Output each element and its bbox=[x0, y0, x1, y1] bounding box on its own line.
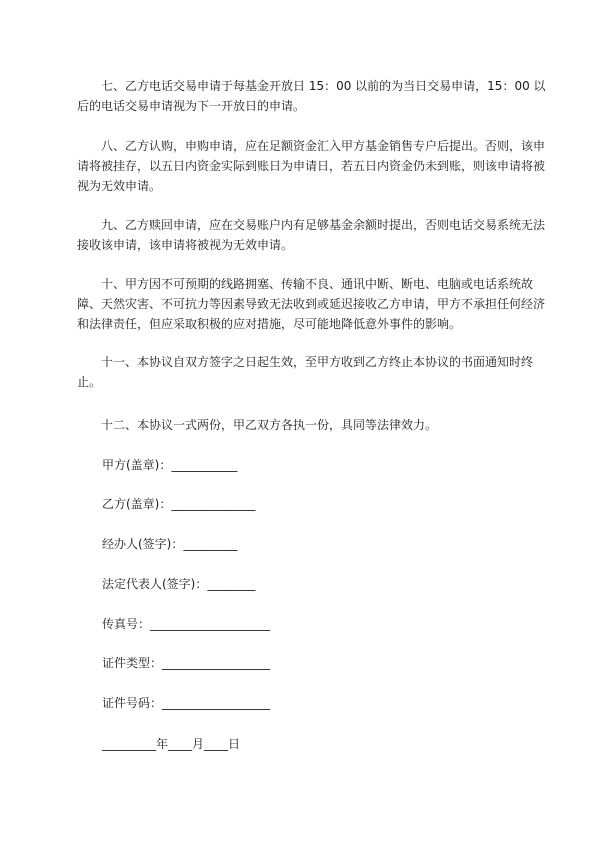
clause-9: 九、乙方赎回申请，应在交易账户内有足够基金余额时提出，否则电话交易系统无法接收该申请，该申请将被视为无效申请。 bbox=[77, 218, 546, 252]
party-b-seal-field: 乙方(盖章)：______________ bbox=[102, 497, 256, 511]
id-number-field: 证件号码：__________________ bbox=[102, 696, 271, 710]
clause-12: 十二、本协议一式两份，甲乙双方各执一份，具同等法律效力。 bbox=[101, 418, 438, 432]
clause-7: 七、乙方电话交易申请于每基金开放日 15：00 以前的为当日交易申请，15：00 以后的电话交易申请视为下一开放日的申请。 bbox=[77, 79, 546, 113]
party-a-seal-field: 甲方(盖章)：___________ bbox=[102, 458, 238, 472]
date-field: _________年____月____日 bbox=[102, 737, 241, 751]
id-type-field: 证件类型：__________________ bbox=[102, 656, 271, 670]
clause-10: 十、甲方因不可预期的线路拥塞、传输不良、通讯中断、断电、电脑或电话系统故障、天然灾害、不可抗力等因素导致无法收到或延迟接收乙方申请，甲方不承担任何经济和法律责任，但应采取积极的应对措施，尽可能地降低意外事件的影响。 bbox=[77, 277, 546, 331]
clause-8: 八、乙方认购，申购申请，应在足额资金汇入甲方基金销售专户后提出。否则，该申请将被挂存，以五日内资金实际到账日为申请日，若五日内资金仍未到账，则该申请将被视为无效申请。 bbox=[77, 139, 546, 193]
fax-number-field: 传真号：____________________ bbox=[102, 617, 271, 631]
clause-11: 十一、本协议自双方签字之日起生效，至甲方收到乙方终止本协议的书面通知时终止。 bbox=[77, 355, 534, 389]
legal-representative-signature-field: 法定代表人(签字)：________ bbox=[102, 577, 256, 591]
handler-signature-field: 经办人(签字)：_________ bbox=[102, 537, 238, 551]
